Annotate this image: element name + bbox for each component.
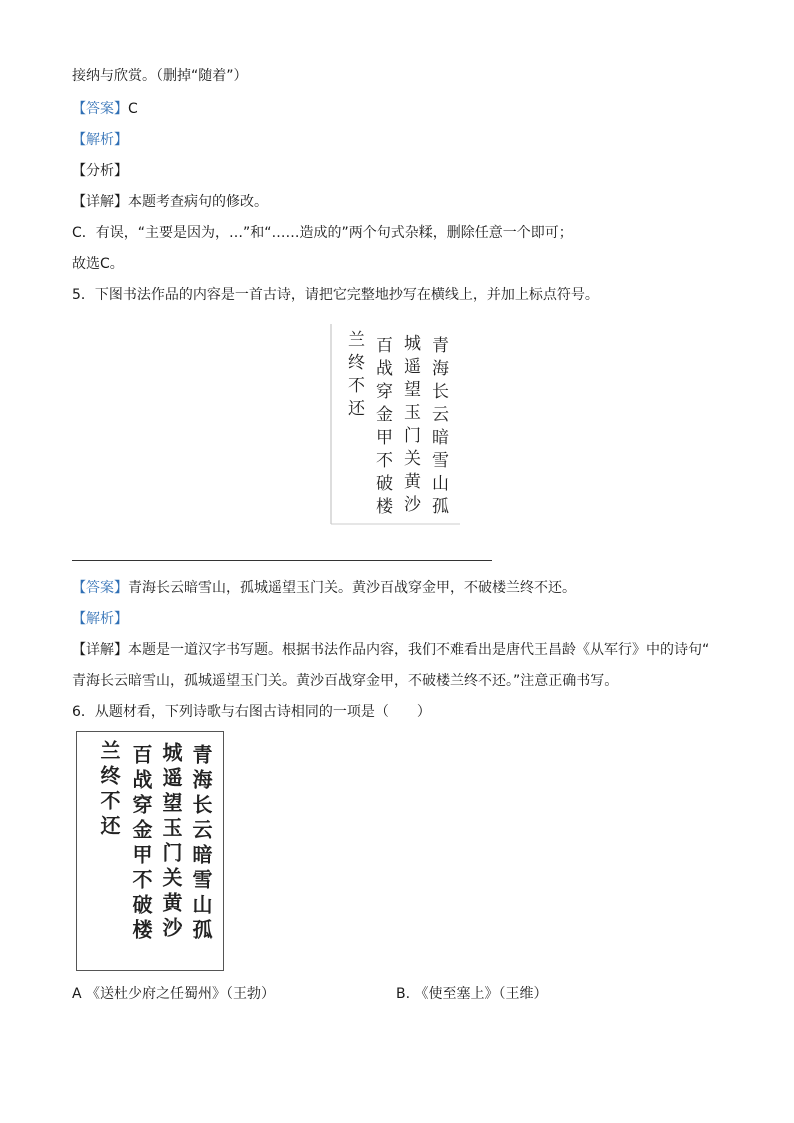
- answer-tag: 【答案】: [72, 580, 128, 596]
- answer-blank-line: [72, 560, 492, 561]
- text-line: 接纳与欣赏。（删掉“随着”）: [72, 68, 248, 84]
- answer-tag: 【答案】: [72, 101, 128, 117]
- option-b: B. 《使至塞上》（王维）: [396, 986, 548, 1002]
- analysis-line: [72, 609, 128, 629]
- detail-line: [72, 192, 268, 212]
- analyze-tag: 【分析】: [72, 163, 128, 179]
- answer-text: 青海长云暗雪山，孤城遥望玉门关。黄沙百战穿金甲，不破楼兰终不还。: [128, 580, 576, 596]
- analysis-line: [72, 130, 128, 150]
- answer-line: [72, 99, 138, 119]
- calligraphy-column: 百战穿金甲不破楼: [372, 336, 392, 520]
- analysis-tag: 【解析】: [72, 611, 128, 627]
- conclusion-line: 故选C。: [72, 256, 124, 272]
- detail-tag: 【详解】: [72, 194, 128, 210]
- question-6: 6．从题材看，下列诗歌与右图古诗相同的一项是（ ）: [72, 704, 431, 720]
- explanation-line: C．有误，“主要是因为，…”和“……造成的”两个句式杂糅，删除任意一个即可；: [72, 225, 573, 241]
- detail-text: 本题考查病句的修改。: [128, 194, 268, 210]
- detail-tag: 【详解】: [72, 642, 128, 658]
- calligraphy-image: [76, 731, 224, 971]
- analyze-line: [72, 161, 128, 181]
- answer-text: C: [128, 101, 138, 117]
- calligraphy-column: 兰终不还: [344, 330, 364, 422]
- calligraphy-column: 兰终不还: [97, 740, 121, 840]
- question-5: 5．下图书法作品的内容是一首古诗，请把它完整地抄写在横线上，并加上标点符号。: [72, 287, 599, 303]
- detail-continuation: 青海长云暗雪山，孤城遥望玉门关。黄沙百战穿金甲，不破楼兰终不还。”注意正确书写。: [72, 673, 619, 689]
- calligraphy-column: 青海长云暗雪山孤: [189, 744, 213, 944]
- calligraphy-column: 城遥望玉门关黄沙: [159, 742, 183, 942]
- detail-text: 本题是一道汉字书写题。根据书法作品内容，我们不难看出是唐代王昌龄《从军行》中的诗句“: [128, 642, 710, 658]
- answer-line: [72, 578, 576, 598]
- calligraphy-image: [330, 322, 462, 526]
- option-a: A 《送杜少府之任蜀州》（王勃）: [72, 986, 276, 1002]
- analysis-tag: 【解析】: [72, 132, 128, 148]
- detail-line: [72, 640, 709, 660]
- calligraphy-column: 百战穿金甲不破楼: [129, 744, 153, 944]
- calligraphy-column: 城遥望玉门关黄沙: [400, 334, 420, 518]
- calligraphy-column: 青海长云暗雪山孤: [428, 336, 448, 520]
